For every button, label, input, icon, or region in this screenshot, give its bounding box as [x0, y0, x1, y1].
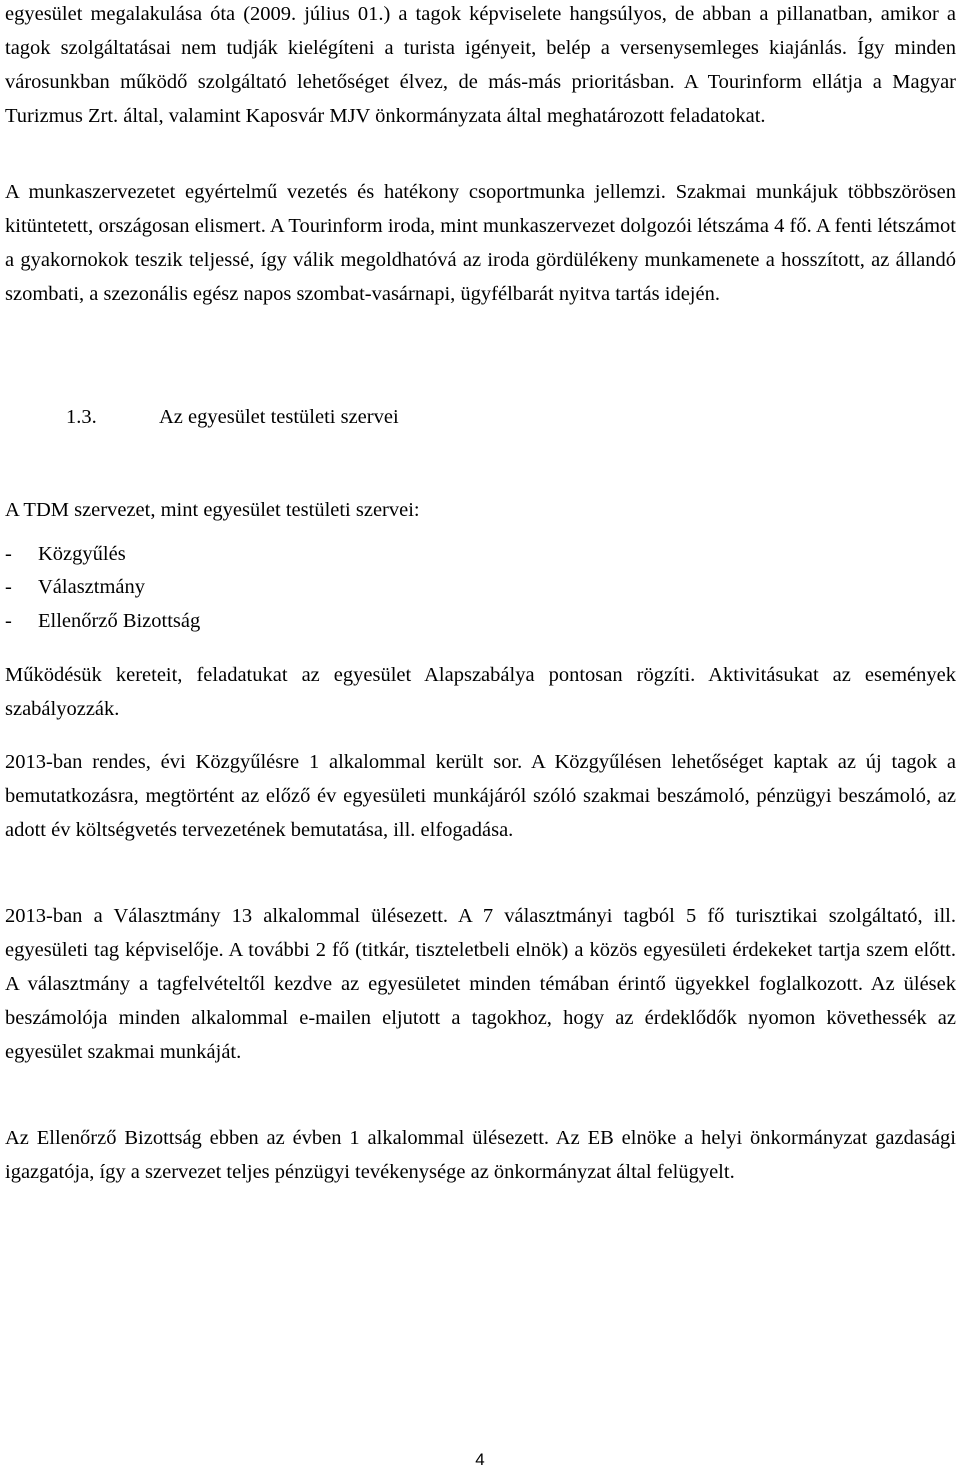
list-item-label: Közgyűlés [38, 543, 126, 565]
paragraph-supervisory-committee: Az Ellenőrző Bizottság ebben az évben 1 alkalommal ülésezett. Az EB elnöke a helyi önkormányzat gazdasági igazgatója, így a szervezet teljes pénzügyi tevékenysége az önkormányzat által felügyelt. [5, 1127, 956, 1183]
paragraph-general-assembly: 2013-ban rendes, évi Közgyűlésre 1 alkalommal került sor. A Közgyűlésen lehetőséget kaptak az új tagok a bemutatkozásra, megtörtént az előző év egyesületi munkájáról szóló szakmai beszámoló, pénzügyi beszámoló, az adott év költségvetés tervezetének bemutatása, ill. elfogadása. [5, 751, 956, 841]
section-title: Az egyesület testületi szervei [159, 406, 399, 428]
bodies-list [5, 538, 200, 638]
list-dash: - [5, 543, 12, 565]
list-item-label: Választmány [38, 576, 146, 599]
section-number: 1.3. [66, 406, 97, 428]
section-heading [66, 400, 399, 434]
paragraph-bodies-intro: A TDM szervezet, mint egyesület testületi szervei: [5, 499, 420, 521]
paragraph-operation: Működésük kereteit, feladatukat az egyesület Alapszabálya pontosan rögzíti. Aktivitásukat az események szabályozzák. [5, 664, 956, 720]
list-item [5, 605, 200, 638]
list-item [5, 538, 200, 571]
list-dash: - [5, 576, 12, 599]
list-dash: - [5, 609, 12, 632]
list-item [5, 571, 200, 604]
paragraph-board: 2013-ban a Választmány 13 alkalommal ülésezett. A 7 választmányi tagból 5 fő turisztikai szolgáltató, ill. egyesületi tag képviselője. A további 2 fő (titkár, tiszteletbeli elnök) a közös egyesületi érdekeket tartja szem előtt. A választmány a tagfelvételtől kezdve az egyesületet minden témában érintő ügyekkel foglalkozott. Az ülések beszámolója minden alkalommal e-mailen eljutott a tagokhoz, hogy az érdeklődők nyomon követhessék az egyesület szakmai munkáját. [5, 905, 956, 1063]
paragraph-work-organization: A munkaszervezetet egyértelmű vezetés és hatékony csoportmunka jellemzi. Szakmai munkájuk többszörösen kitüntetett, országosan elismert. A Tourinform iroda, mint munkaszervezet dolgozói létszáma 4 fő. A fenti létszámot a gyakornokok teszik teljessé, így válik megoldhatóvá az iroda gördülékeny munkamenete a hosszított, az állandó szombati, a szezonális egész napos szombat-vasárnapi, ügyfélbarát nyitva tartás idején. [5, 181, 956, 305]
page-number: 4 [475, 1450, 485, 1469]
list-item-label: Ellenőrző Bizottság [38, 609, 201, 632]
paragraph-tourinform-intro: egyesület megalakulása óta (2009. július 01.) a tagok képviselete hangsúlyos, de abban a pillanatban, amikor a tagok szolgáltatásai nem tudják kielégíteni a turista igényeit, belép a versenysemleges kiajánlás. Így minden városunkban működő szolgáltató lehetőséget élvez, de más-más prioritásban. A Tourinform ellátja a Magyar Turizmus Zrt. által, valamint Kaposvár MJV önkormányzata által meghatározott feladatokat. [5, 3, 956, 127]
